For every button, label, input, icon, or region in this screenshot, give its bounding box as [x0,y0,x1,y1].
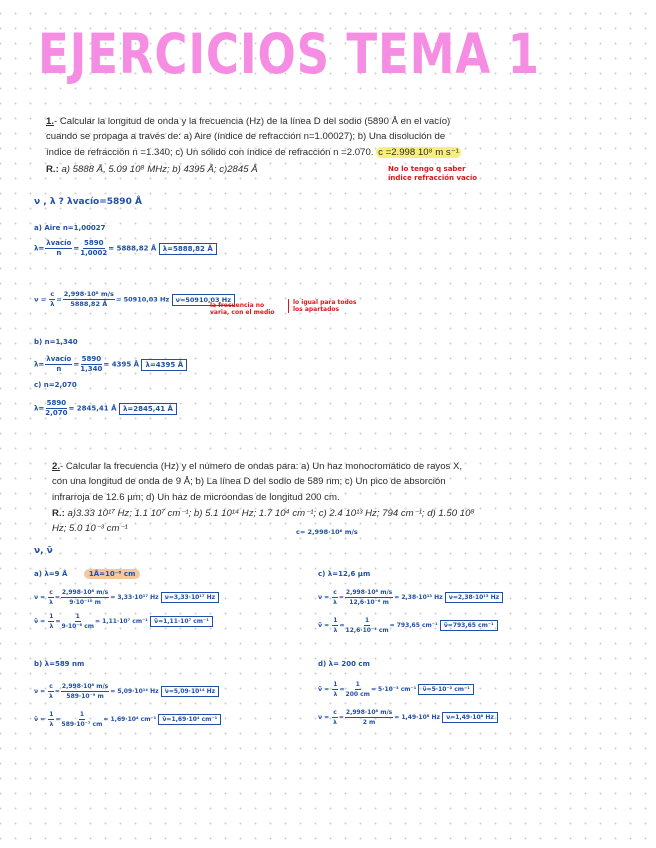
denominator: λ [49,721,54,728]
denominator: λ [333,719,337,726]
solution-line [52,506,475,521]
statement-line: cuando se propaga a través de: a) Aire (índice de refracción n=1.00027); b) Una disolución de [46,131,446,143]
statement-line [46,114,461,129]
answer-box: ν=5,09·10¹⁴ Hz [161,686,219,697]
numerator: 5890 [81,355,102,363]
fraction [48,710,54,729]
fraction [332,708,338,727]
denominator: 589·10⁻⁷ cm [61,721,103,728]
ex2-part-b-head: b) λ=589 nm [34,660,85,668]
note-line: índice refracción vacío [388,173,478,182]
solution-line: Hz; 5.0 10⁻³ cm⁻¹ [52,523,128,534]
red-note-frequency [210,302,274,316]
formula-lhs: λ= [34,244,45,253]
ex1-given: ν , λ ? λvacío=5890 Å [34,197,142,207]
ex1-b-lambda-formula [34,355,187,374]
note-line: varia, con el medio [210,309,275,316]
ex1-part-a-head: a) Aire n=1,00027 [34,224,106,232]
formula-lhs: λ= [34,404,45,413]
solution-text: a) 5888 Å, 5.09 10⁸ MHz; b) 4395 Å; c)2845 Å [61,164,258,175]
answer-box: λ=5888,82 Å [159,243,217,255]
fraction [49,290,55,309]
denominator: 2 m [362,719,376,726]
exercise-1-statement [46,114,461,160]
formula-lhs: ν̃ = [34,618,48,625]
ex2-b-wavenumber-formula: ν̃ = $\frac{1}{\lambda}$ = $\frac{1}{\text{589·10⁻⁷ cm}}$ = 1,69·10⁴ cm⁻¹ ν̃=1,69·10⁴ cm⁻¹ [34,710,221,729]
formula-result: = 4395 Å [103,360,140,369]
fraction [345,588,393,607]
numerator: 1 [333,617,338,624]
numerator: 1 [364,617,370,624]
denominator: 5888,82 Å [70,300,108,308]
numerator: 2,998·10⁸ m/s [61,683,109,690]
ex2-part-a-head [34,570,140,578]
statement-text: índice de refracción n =1.340; c) Un sólido con índice de refracción n =2.070. [46,146,374,158]
part-label: a) λ=9 Å [34,570,68,578]
denominator: 12,6·10⁻⁴ cm [345,627,389,634]
fraction [48,682,54,701]
numerator: 1 [333,681,338,688]
answer-box: ν=1,49·10⁸ Hz [442,712,498,723]
highlighted-constant: c =2.998 10⁸ m s⁻¹ [378,146,459,158]
numerator: 2,998·10⁸ m/s [345,709,393,716]
numerator: 1 [49,711,54,718]
numerator: c [333,709,337,716]
solution-text: a)3.33 10¹⁷ Hz; 1.1 10⁷ cm⁻¹; b) 5.1 10¹⁴ Hz; 1.7 10⁴ cm⁻¹; c) 2.4 10¹³ Hz; 794 cm⁻¹; d) 1.50 10⁸ [67,508,475,519]
fraction [45,355,72,374]
numerator: c [49,683,53,690]
fraction [346,616,389,635]
ex2-b-nu-formula: ν = $\frac{c}{\lambda}$ = $\frac{\text{2,998·10⁸ m/s}}{\text{589·10⁻⁹ m}}$ = 5,09·10¹⁴ Hz ν=5,09·10¹⁴ Hz [34,682,219,701]
ex2-c-nu-formula: ν = $\frac{c}{\lambda}$ = $\frac{\text{2,998·10⁸ m/s}}{\text{12,6·10⁻⁶ m}}$ = 2,38·10¹³ Hz ν=2,38·10¹³ Hz [318,588,503,607]
denominator: 9·10⁻⁸ cm [61,623,95,630]
formula-result: = 793,65 cm⁻¹ [389,622,438,629]
denominator: λ [333,599,337,606]
speed-of-light: c= 2,998·10⁸ m/s [296,528,358,536]
numerator: λvacío [46,239,72,247]
red-note [388,165,477,182]
fraction [80,239,107,258]
denominator: λ [333,691,338,698]
formula-lhs: ν̃ = [318,686,332,693]
fraction [332,680,338,699]
ex1-part-b-head: b) n=1,340 [34,338,78,346]
fraction [80,355,102,374]
ex2-given: ν, ν̃ [34,546,53,556]
note-line: los apartados [293,306,340,313]
denominator: 1,340 [80,365,103,373]
formula-lhs: ν = [34,295,49,304]
denominator: λ [49,599,53,606]
ex2-part-c-head: c) λ=12,6 µm [318,570,371,578]
answer-box: ν=50910,03 Hz [172,294,236,306]
numerator: 2,998·10⁸ m/s [345,589,393,596]
fraction [332,616,338,635]
formula-lhs: ν = [34,688,48,695]
answer-box: λ=2845,41 Å [119,403,177,415]
ex2-d-nu-formula: ν = $\frac{c}{\lambda}$ = $\frac{\text{2,998·10⁸ m/s}}{2 m}$ = 1,49·10⁸ Hz ν=1,49·10⁸ Hz [318,708,498,727]
fraction [332,588,338,607]
statement-line [52,459,462,474]
statement-line: con una longitud de onda de 9 Å; b) La línea D del sodio de 589 nm; c) Un pico de absorción [52,476,446,488]
note-line: No lo tengo q saber [388,165,466,173]
denominator: n [56,365,62,373]
denominator: λ [49,623,54,630]
numerator: 1 [79,711,85,718]
exercise-1-solution [46,164,258,175]
fraction [48,612,54,631]
statement-line: infrarroja de 12.6 µm; d) Un haz de microondas de longitud 200 cm. [52,491,340,503]
numerator: c [49,589,53,596]
formula-result: = 1,69·10⁴ cm⁻¹ [103,716,157,723]
denominator: 9·10⁻¹⁰ m [69,599,101,606]
solution-label: R.: [46,164,59,175]
formula-lhs: λ= [34,360,45,369]
fraction [345,708,393,727]
formula-result: = 50910,03 Hz [115,295,170,304]
denominator: 589·10⁻⁹ m [66,693,104,700]
numerator: 1 [75,613,80,620]
fraction [63,290,115,309]
formula-lhs: ν̃ = [34,716,48,723]
exercise-number: 1. [46,116,55,127]
statement-line [46,145,461,160]
numerator: 5890 [84,239,104,247]
answer-box: ν̃=793,65 cm⁻¹ [440,620,498,631]
exercise-2-solution [52,506,475,536]
note-line: la frecuencia no [210,302,265,309]
answer-box: λ=4395 Å [141,359,187,371]
denominator: 12,6·10⁻⁶ m [349,599,389,606]
exercise-2-statement [52,459,462,505]
denominator: 1,0002 [80,249,108,257]
formula-result: = 5888,82 Å [108,244,157,253]
fraction [48,588,54,607]
equals: = [73,360,80,369]
ex1-c-lambda-formula [34,399,177,418]
equals: = [73,244,80,253]
numerator: 2,998·10⁸ m/s [61,589,109,596]
formula-lhs: ν = [318,594,332,601]
numerator: c [333,589,337,596]
fraction [62,612,95,631]
solution-label: R.: [52,508,65,519]
conversion-note: 1Å=10⁻⁸ cm [84,569,141,579]
exercise-number: 2. [52,461,61,472]
equals: = [56,295,62,304]
numerator: 2,998·10⁸ m/s [63,290,114,298]
formula-lhs: ν̃ = [318,622,332,629]
answer-box: ν=2,38·10¹³ Hz [445,592,503,603]
denominator: λ [50,300,55,308]
statement-text: - Calcular la longitud de onda y la frecuencia (Hz) de la línea D del sodio (5890 Å en el vacío) [54,116,451,127]
numerator: c [50,290,55,298]
formula-result: = 1,11·10⁷ cm⁻¹ [95,618,148,625]
ex1-part-c-head: c) n=2,070 [34,381,77,389]
red-note-all [288,299,357,313]
denominator: n [56,249,62,257]
denominator: 2,070 [45,409,68,417]
answer-box: ν̃=1,11·10⁷ cm⁻¹ [150,616,213,627]
fraction [61,588,109,607]
fraction [61,682,109,701]
fraction [346,680,370,699]
answer-box: ν̃=1,69·10⁴ cm⁻¹ [158,714,221,725]
formula-lhs: ν = [318,714,332,721]
ex2-a-nu-formula: ν = $\frac{c}{\lambda}$ = $\frac{\text{2,998·10⁸ m/s}}{\text{9·10⁻¹⁰ m}}$ = 3,33·10¹⁷ Hz ν=3,33·10¹⁷ Hz [34,588,219,607]
formula-result: = 2845,41 Å [68,404,117,413]
denominator: λ [333,627,338,634]
numerator: λvacío [46,355,72,363]
ex2-a-wavenumber-formula: ν̃ = $\frac{1}{\lambda}$ = $\frac{1}{\text{9·10⁻⁸ cm}}$ = 1,11·10⁷ cm⁻¹ ν̃=1,11·10⁷ cm⁻¹ [34,612,213,631]
fraction [45,399,67,418]
ex2-d-wavenumber-formula: ν̃ = $\frac{1}{\lambda}$ = $\frac{1}{200 cm}$ = 5·10⁻³ cm⁻¹ ν̃=5·10⁻³ cm⁻¹ [318,680,474,699]
answer-box: ν̃=5·10⁻³ cm⁻¹ [418,684,473,695]
denominator: λ [49,693,53,700]
fraction [45,239,72,258]
statement-text: - Calcular la frecuencia (Hz) y el número de ondas para: a) Un haz monocromático de rayos X, [60,461,463,472]
ex2-part-d-head: d) λ= 200 cm [318,660,370,668]
note-line: lo igual para todos [293,299,357,306]
formula-result: = 3,33·10¹⁷ Hz [110,594,159,601]
numerator: 1 [49,613,54,620]
ex1-a-lambda-formula [34,239,217,258]
formula-result: = 5·10⁻³ cm⁻¹ [370,686,417,693]
formula-result: = 5,09·10¹⁴ Hz [110,688,159,695]
formula-lhs: ν = [34,594,48,601]
denominator: 200 cm [345,691,370,698]
formula-result: = 1,49·10⁸ Hz [394,714,441,721]
answer-box: ν=3,33·10¹⁷ Hz [161,592,219,603]
formula-result: = 2,38·10¹³ Hz [394,594,443,601]
fraction [62,710,103,729]
page-title: EJERCICIOS TEMA 1 [38,22,540,86]
ex1-a-nu-formula [34,290,235,309]
numerator: 5890 [46,399,67,407]
ex2-c-wavenumber-formula: ν̃ = $\frac{1}{\lambda}$ = $\frac{1}{\text{12,6·10⁻⁴ cm}}$ = 793,65 cm⁻¹ ν̃=793,65 cm⁻¹ [318,616,498,635]
numerator: 1 [355,681,360,688]
